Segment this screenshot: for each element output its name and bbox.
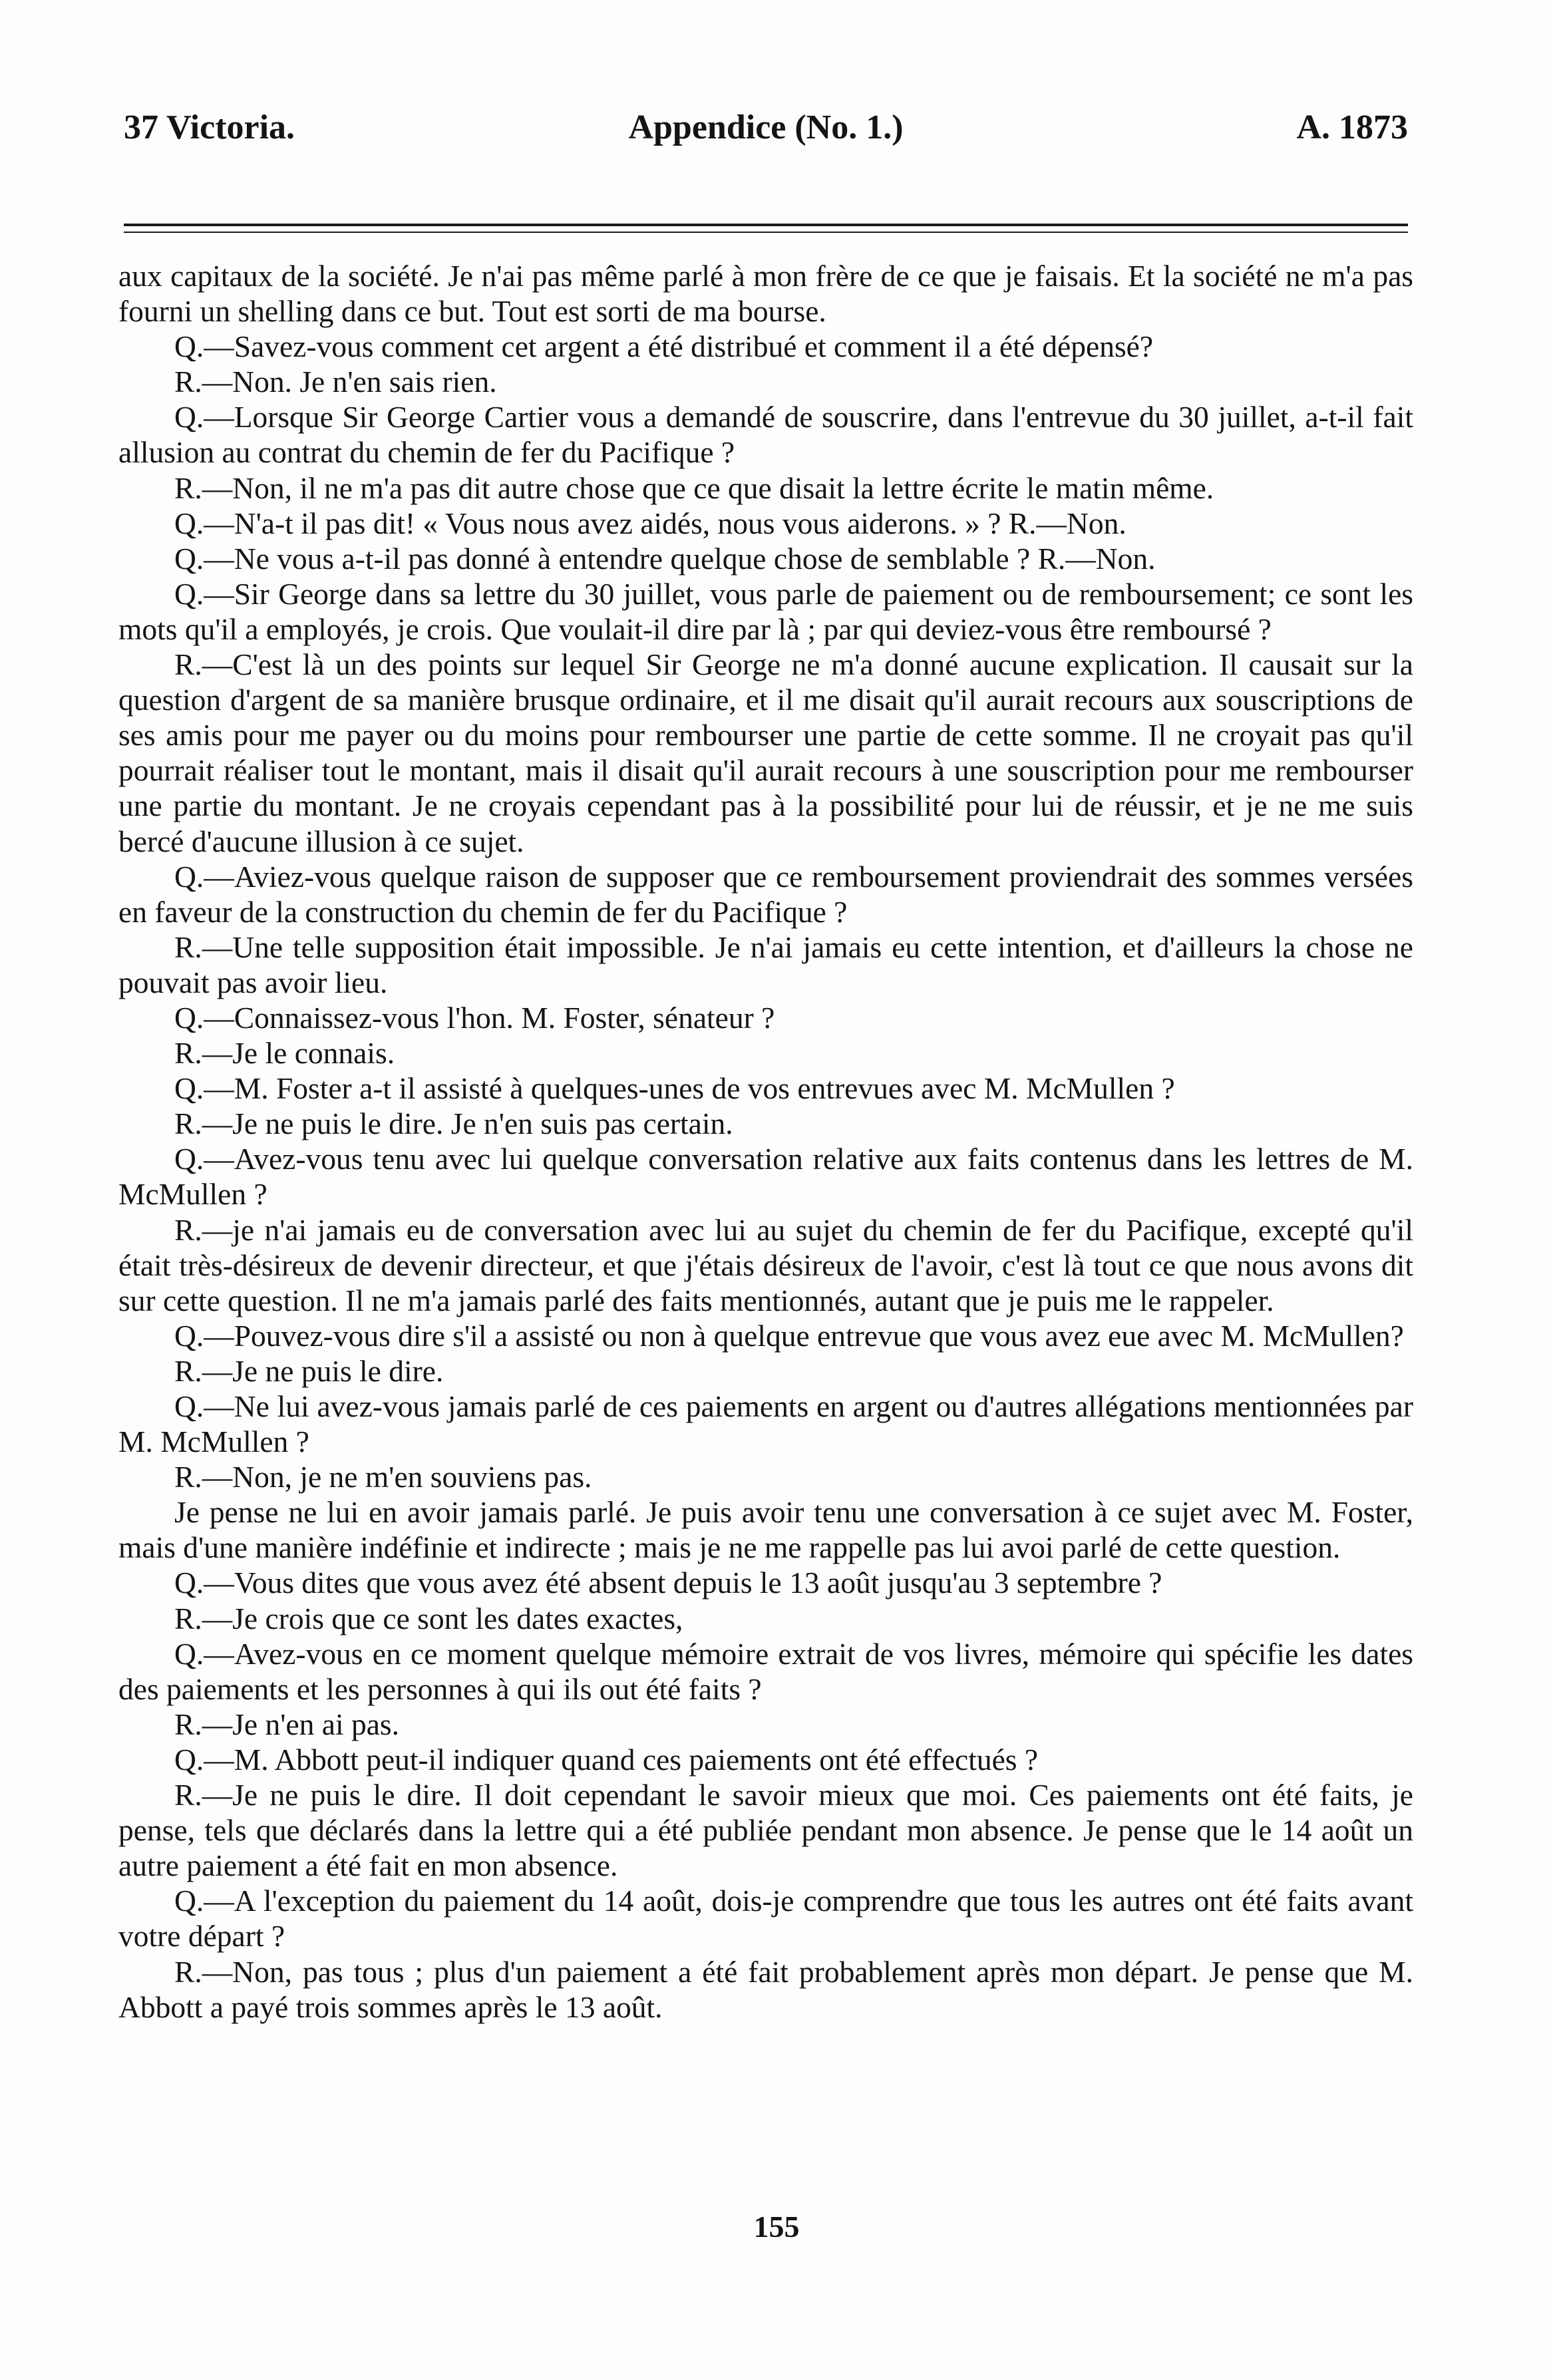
paragraph: Q.—Ne lui avez-vous jamais parlé de ces paiements en argent ou d'autres allégations mentionnées par M. McMullen ? — [118, 1389, 1413, 1459]
paragraph: Q.—N'a-t il pas dit! « Vous nous avez aidés, nous vous aiderons. » ? R.—Non. — [174, 506, 1126, 540]
paragraph: R.—Je ne puis le dire. Je n'en suis pas certain. — [174, 1106, 733, 1141]
paragraph: Q.—Pouvez-vous dire s'il a assisté ou non à quelque entrevue que vous avez eue avec M. McMullen? — [174, 1318, 1404, 1353]
paragraph: Q.—Aviez-vous quelque raison de supposer que ce remboursement proviendrait des sommes versées en faveur de la construction du chemin de fer du Pacifique ? — [118, 859, 1413, 929]
paragraph: R.—Je le connais. — [174, 1036, 395, 1071]
paragraph: R.—je n'ai jamais eu de conversation avec lui au sujet du chemin de fer du Pacifique, excepté qu'il était très-désireux de devenir directeur, et que j'étais désireux de l'avoir, c'est là tout ce que nous avons dit sur cette question. Il ne m'a jamais parlé des faits mentionnés, autant que je puis me le rappeler. — [118, 1212, 1413, 1317]
paragraph: Q.—Sir George dans sa lettre du 30 juillet, vous parle de paiement ou de remboursement; ce sont les mots qu'il a employés, je crois. Que voulait-il dire par là ; par qui deviez-vous être remboursé ? — [118, 576, 1413, 646]
paragraph: Q.—Lorsque Sir George Cartier vous a demandé de souscrire, dans l'entrevue du 30 juillet, a-t-il fait allusion au contrat du chemin de fer du Pacifique ? — [118, 400, 1413, 470]
paragraph: R.—Non, je ne m'en souviens pas. — [174, 1460, 592, 1494]
paragraph: aux capitaux de la société. Je n'ai pas même parlé à mon frère de ce que je faisais. Et la société ne m'a pas fourni un shelling dans ce but. Tout est sorti de ma bourse. — [118, 259, 1413, 329]
paragraph: Je pense ne lui en avoir jamais parlé. Je puis avoir tenu une conversation à ce sujet avec M. Foster, mais d'une manière indéfinie et indirecte ; mais je ne me rappelle pas lui avoi parlé de cette question. — [118, 1495, 1413, 1565]
paragraph: Q.—Avez-vous en ce moment quelque mémoire extrait de vos livres, mémoire qui spécifie les dates des paiements et les personnes à qui ils out été faits ? — [118, 1636, 1413, 1706]
paragraph: Q.—Vous dites que vous avez été absent depuis le 13 août jusqu'au 3 septembre ? — [174, 1566, 1162, 1600]
body-text — [118, 258, 1413, 2025]
paragraph: R.—Je ne puis le dire. — [174, 1353, 444, 1388]
header-year: A. 1873 — [1296, 108, 1408, 146]
paragraph: Q.—A l'exception du paiement du 14 août, dois-je comprendre que tous les autres ont été faits avant votre départ ? — [118, 1884, 1413, 1954]
running-header — [124, 108, 1408, 181]
paragraph: Q.—Avez-vous tenu avec lui quelque conversation relative aux faits contenus dans les lettres de M. McMullen ? — [118, 1142, 1413, 1212]
paragraph: R.—Une telle supposition était impossible. Je n'ai jamais eu cette intention, et d'ailleurs la chose ne pouvait pas avoir lieu. — [118, 930, 1413, 999]
paragraph: Q.—Connaissez-vous l'hon. M. Foster, sénateur ? — [174, 1000, 775, 1035]
paragraph: R.—Je n'en ai pas. — [174, 1707, 400, 1741]
paragraph: R.—Non. Je n'en sais rien. — [174, 365, 497, 399]
paragraph: R.—Non, il ne m'a pas dit autre chose que ce que disait la lettre écrite le matin même. — [174, 470, 1214, 505]
header-volume: 37 Victoria. — [124, 108, 295, 146]
header-rule-thick — [124, 224, 1408, 226]
paragraph: Q.—Savez-vous comment cet argent a été distribué et comment il a été dépensé? — [174, 329, 1154, 364]
paragraph: R.—Non, pas tous ; plus d'un paiement a été fait probablement après mon départ. Je pense que M. Abbott a payé trois sommes après le 13 août. — [118, 1954, 1413, 2024]
paragraph: R.—C'est là un des points sur lequel Sir George ne m'a donné aucune explication. Il causait sur la question d'argent de sa manière brusque ordinaire, et il me disait qu'il aurait recours aux souscriptions de ses amis pour me payer ou du moins pour rembourser une partie de cette somme. Il ne croyait pas qu'il pourrait réaliser tout le montant, mais il disait qu'il aurait recours à une souscription pour me rembourser une partie du montant. Je ne croyais cependant pas à la possibilité pour lui de réussir, et je ne me suis bercé d'aucune illusion à ce sujet. — [118, 647, 1413, 858]
paragraph: Q.—Ne vous a-t-il pas donné à entendre quelque chose de semblable ? R.—Non. — [174, 541, 1156, 576]
header-appendix: Appendice (No. 1.) — [628, 108, 904, 146]
paragraph: Q.—M. Foster a-t il assisté à quelques-unes de vos entrevues avec M. McMullen ? — [174, 1071, 1175, 1106]
paragraph: R.—Je ne puis le dire. Il doit cependant le savoir mieux que moi. Ces paiements ont été faits, je pense, tels que déclarés dans la lettre qui a été publiée pendant mon absence. Je pense que le 14 août un autre paiement a été fait en mon absence. — [118, 1778, 1413, 1883]
header-rule-thin — [124, 232, 1408, 233]
paragraph: Q.—M. Abbott peut-il indiquer quand ces paiements ont été effectués ? — [174, 1742, 1039, 1777]
paragraph: R.—Je crois que ce sont les dates exactes, — [174, 1601, 683, 1635]
page-number: 155 — [753, 2210, 800, 2244]
